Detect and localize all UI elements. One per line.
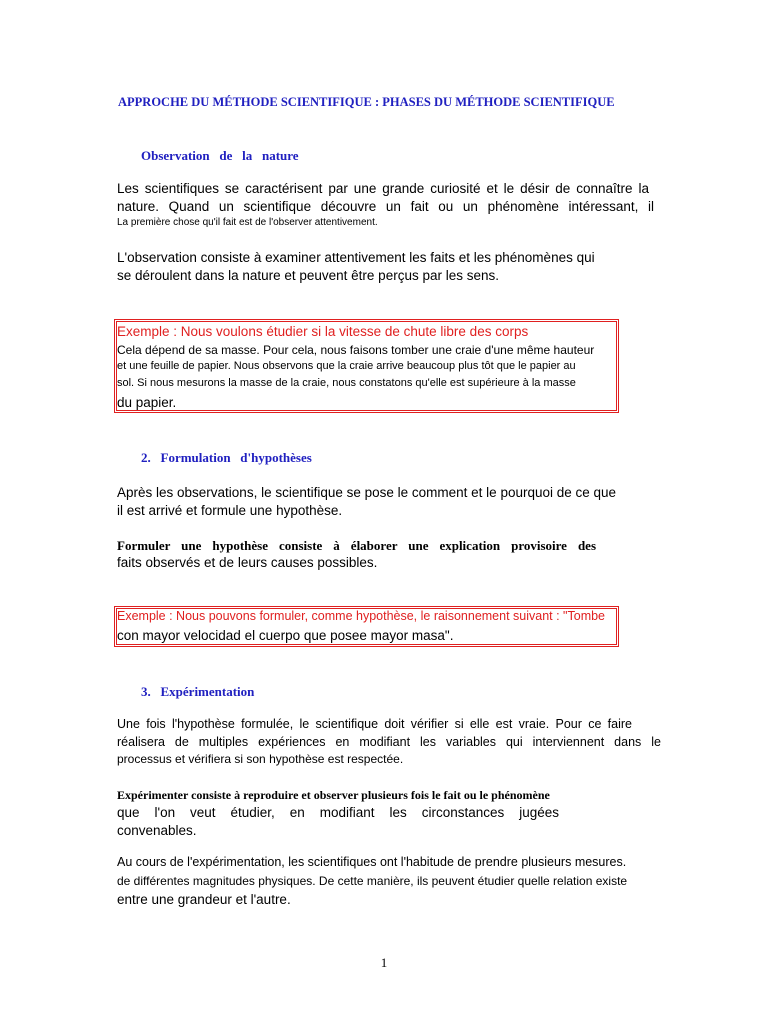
paragraph-line: nature. Quand un scientifique découvre un fait ou un phénomène intéressant, il	[117, 199, 654, 214]
example-line: et une feuille de papier. Nous observons que la craie arrive beaucoup plus tôt que le papier au	[117, 360, 576, 372]
paragraph-line: de différentes magnitudes physiques. De cette manière, ils peuvent étudier quelle relation existe	[117, 874, 628, 888]
paragraph-line: que l'on veut étudier, en modifiant les circonstances jugées	[117, 805, 559, 820]
paragraph-line: Après les observations, le scientifique se pose le comment et le pourquoi de ce que	[117, 485, 617, 500]
example-line: Exemple : Nous pouvons formuler, comme hypothèse, le raisonnement suivant : "Tombe	[117, 609, 606, 623]
paragraph-line: se déroulent dans la nature et peuvent être perçus par les sens.	[117, 268, 499, 283]
section-heading-hypotheses: 2. Formulation d'hypothèses	[141, 450, 312, 465]
paragraph-line: convenables.	[117, 823, 197, 838]
paragraph-line: Au cours de l'expérimentation, les scientifiques ont l'habitude de prendre plusieurs mesures.	[117, 855, 627, 869]
example-line: du papier.	[117, 395, 177, 410]
page-title: APPROCHE DU MÉTHODE SCIENTIFIQUE : PHASES DU MÉTHODE SCIENTIFIQUE	[118, 95, 615, 109]
paragraph-line: réalisera de multiples expériences en modifiant les variables qui interviennent dans le	[117, 735, 661, 749]
section-heading-experimentation: 3. Expérimentation	[141, 684, 255, 699]
page-number: 1	[380, 955, 388, 970]
paragraph-line: entre une grandeur et l'autre.	[117, 892, 291, 907]
paragraph-line: L'observation consiste à examiner attentivement les faits et les phénomènes qui	[117, 250, 595, 265]
paragraph-line: La première chose qu'il fait est de l'observer attentivement.	[117, 217, 378, 228]
example-line: Cela dépend de sa masse. Pour cela, nous faisons tomber une craie d'une même hauteur	[117, 343, 595, 357]
section-heading-observation: Observation de la nature	[141, 148, 299, 163]
paragraph-line: il est arrivé et formule une hypothèse.	[117, 503, 343, 518]
example-line: Exemple : Nous voulons étudier si la vitesse de chute libre des corps	[117, 324, 529, 339]
paragraph-line: faits observés et de leurs causes possibles.	[117, 555, 378, 570]
paragraph-line: Les scientifiques se caractérisent par une grande curiosité et le désir de connaître la	[117, 181, 649, 196]
paragraph-line: Expérimenter consiste à reproduire et observer plusieurs fois le fait ou le phénomène	[117, 788, 550, 802]
paragraph-line: processus et vérifiera si son hypothèse est respectée.	[117, 752, 404, 766]
paragraph-line: Formuler une hypothèse consiste à élaborer une explication provisoire des	[117, 538, 596, 553]
example-line: con mayor velocidad el cuerpo que posee mayor masa".	[117, 628, 454, 643]
paragraph-line: Une fois l'hypothèse formulée, le scientifique doit vérifier si elle est vraie. Pour ce faire	[117, 717, 632, 731]
example-line: sol. Si nous mesurons la masse de la craie, nous constatons qu'elle est supérieure à la masse	[117, 377, 576, 389]
